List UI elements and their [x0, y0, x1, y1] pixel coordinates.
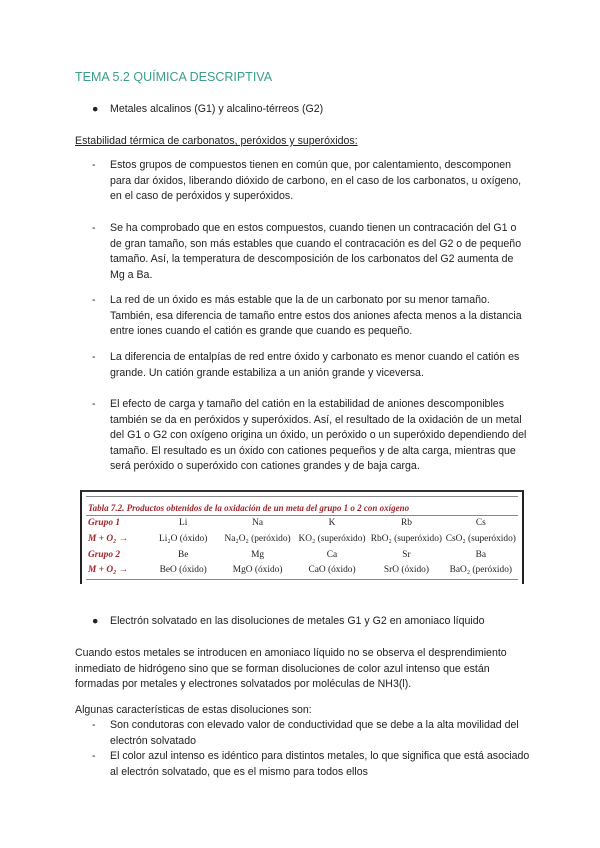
row-label: Grupo 2 [88, 550, 121, 560]
table-cell: KO₂ (superóxido) [298, 534, 366, 544]
table-cell: Ca [326, 550, 338, 560]
table-cell: Sr [402, 550, 411, 560]
table-cell: Na [252, 518, 264, 528]
table-cell: CaO (óxido) [308, 565, 356, 575]
list-item-text: La diferencia de entalpías de red entre óxido y carbonato es menor cuando el catión es grande. Un catión grande estabiliza a un anión grande y viceversa. [110, 351, 520, 379]
table-row [88, 563, 518, 577]
table-cell: Na₂O₂ (peróxido) [224, 534, 291, 544]
bullet-text: Electrón solvatado en las disoluciones de metales G1 y G2 en amoniaco líquido [110, 615, 485, 627]
page-title: TEMA 5.2 QUÍMICA DESCRIPTIVA [75, 70, 273, 84]
table-cell: MgO (óxido) [232, 565, 283, 575]
list-item-text: Son condutoras con elevado valor de conductividad que se debe a la alta movilidad del electrón solvatado [110, 719, 519, 747]
table-cell: CsO₂ (superóxido) [445, 534, 516, 544]
table-cell: K [328, 518, 336, 528]
table-cell: Ba [475, 550, 487, 560]
table-row [88, 516, 518, 530]
list-item-text: El color azul intenso es idéntico para distintos metales, lo que significa que está asociado al electrón solvatado, que es el mismo para todos ellos [110, 750, 530, 778]
table-cell: SrO (óxido) [383, 565, 429, 575]
table-cell: RbO₂ (superóxido) [370, 534, 443, 544]
row-label: M + O₂ → [88, 565, 129, 575]
table-cell: BaO₂ (peróxido) [449, 565, 513, 575]
table-row [88, 532, 518, 546]
list-item-text: Estos grupos de compuestos tienen en común que, por calentamiento, descomponen para dar óxidos, liberando dióxido de carbono, en el caso de los carbonatos, u oxígeno, en el caso de peróxidos y superóxidos. [110, 159, 522, 202]
section-heading: Estabilidad térmica de carbonatos, peróxidos y superóxidos: [75, 135, 358, 147]
paragraph: Algunas características de estas disoluciones son: [75, 704, 312, 716]
document-page: TEMA 5.2 QUÍMICA DESCRIPTIVA ● Metales alcalinos (G1) y alcalino-térreos (G2) Estabilidad térmica de carbonatos, peróxidos y superóxidos: - Estos grupos de compuestos tienen en común que, por calentamiento, descomponen para dar óxidos, liberando dióxido de carbono, en el caso de los carbonatos, u oxígeno, en el caso de peróxidos y superóxidos. - Se ha comprobado que en estos compuestos, cuando tienen un contracación del G1 o de gran tamaño, son más estables que cuando el contracación es del G2 o de pequeño tamaño. Así, la temperatura de descomposición de los carbonatos del G2 aumenta de Mg a Ba. - La red de un óxido es más estable que la de un carbonato por su menor tamaño. También, esa diferencia de tamaño entre estos dos aniones afecta menos a la distancia entre iones cuando el catión es grande que cuando es pequeño. - La diferencia de entalpías de red entre óxido y carbonato es menor cuando el catión es grande. Un catión grande estabiliza a un anión grande y viceversa. - El efecto de carga y tamaño del catión en la estabilidad de aniones descomponibles también se da en peróxidos y superóxidos. Así, el resultado de la oxidación de un metal del G1 o G2 con oxígeno origina un óxido, un peróxido o un superóxido dependiendo del tamaño. El resultado es un óxido con cationes pequeños y de alta carga, mientras que será peróxido o superóxido con cationes grandes y de baja carga. Tabla 7.2. Productos obtenidos de la oxidación de un meta del grupo 1 o 2 con oxígeno Grupo 1 Li Na K Rb Cs M + O₂ → Li₂O (óxido) Na₂O₂ (peróxido) KO₂ (superóxido) RbO₂ (superóxido) CsO₂ (superóxido) Grupo 2 Be Mg Ca Sr Ba M + O₂ → BeO (óxido) MgO (óxido) CaO (óxido) SrO (óxido) BaO₂ (peróxido) ● Electrón solvatado en las disoluciones de metales G1 y G2 en amoniaco líquido Cuando estos metales se introducen en amoniaco líquido no se observa el desprendimiento inmediato de hidrógeno sino que se forman disoluciones de color azul intenso que están formadas por metales y electrones solvatados por moléculas de NH3(l). Algunas características de estas disoluciones son: - Son condutoras con elevado valor de conductividad que se debe a la alta movilidad del electrón solvatado - El color azul intenso es idéntico para distintos metales, lo que significa que está asociado al electrón solvatado, que es el mismo para todos ellos [0, 0, 600, 848]
table-cell: BeO (óxido) [159, 565, 207, 575]
list-item-text: Se ha comprobado que en estos compuestos, cuando tienen un contracación del G1 o de gran tamaño, son más estables que cuando el contracación es del G2 o de pequeño tamaño. Así, la temperatura de descomposición de los carbonatos del G2 aumenta de Mg a Ba. [110, 222, 522, 281]
table-row [88, 548, 518, 562]
list-item-text: El efecto de carga y tamaño del catión en la estabilidad de aniones descomponibles también se da en peróxidos y superóxidos. Así, el resultado de la oxidación de un metal del G1 o G2 con oxígeno origina un óxido, un peróxido o un superóxido dependiendo del tamaño. El resultado es un óxido con cationes pequeños y de alta carga, mientras que será peróxido o superóxido con cationes grandes y de baja carga. [110, 398, 527, 472]
bullet-text: Metales alcalinos (G1) y alcalino-térreos (G2) [110, 103, 324, 115]
table-cell: Be [177, 550, 189, 560]
paragraph: Cuando estos metales se introducen en amoniaco líquido no se observa el desprendimiento inmediato de hidrógeno sino que se forman disoluciones de color azul intenso que están formadas por metales y electrones solvatados por moléculas de NH3(l). [75, 647, 507, 690]
row-label: M + O₂ → [88, 534, 129, 544]
table-cell: Li₂O (óxido) [159, 534, 208, 544]
table-cell: Cs [475, 518, 486, 528]
bullet-icon: ● [92, 615, 99, 627]
oxidation-products-table [80, 490, 524, 584]
table-cell: Mg [251, 550, 265, 560]
list-item-text: La red de un óxido es más estable que la de un carbonato por su menor tamaño. También, esa diferencia de tamaño entre estos dos aniones afecta menos a la distancia entre iones cuando el catión es grande que cuando es pequeño. [110, 294, 522, 337]
bullet-icon: ● [92, 103, 99, 115]
table-caption: Tabla 7.2. Productos obtenidos de la oxidación de un meta del grupo 1 o 2 con oxígeno [88, 503, 410, 513]
table-cell: Rb [400, 518, 412, 528]
table-cell: Li [179, 518, 188, 528]
row-label: Grupo 1 [88, 518, 121, 528]
